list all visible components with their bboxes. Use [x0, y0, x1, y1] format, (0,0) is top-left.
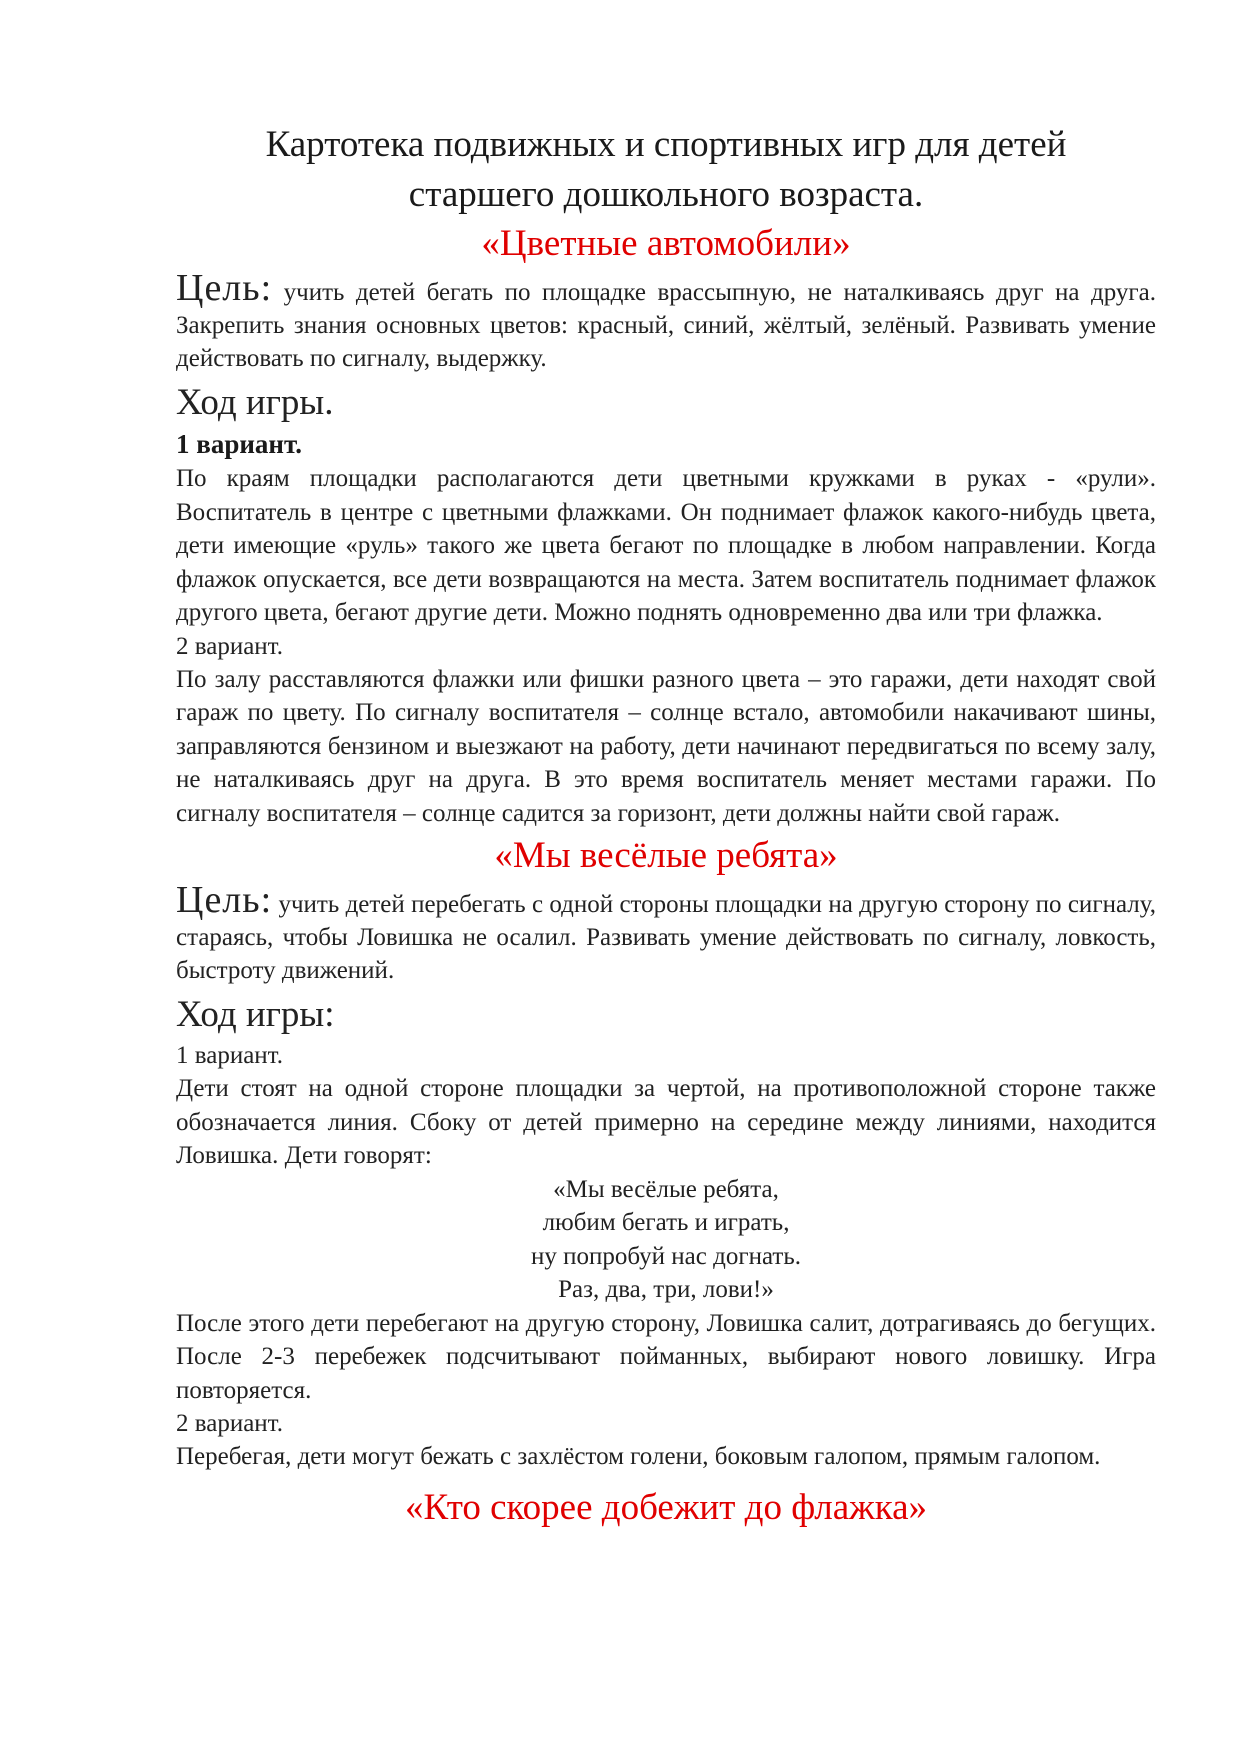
poem-line: любим бегать и играть,	[542, 1209, 790, 1236]
poem-line: Раз, два, три, лови!»	[558, 1276, 774, 1303]
poem	[176, 1173, 1156, 1307]
variant-2-label: 2 вариант.	[176, 1410, 283, 1437]
variant-1-label: 1 вариант.	[176, 1042, 283, 1069]
game-title: «Цветные автомобили»	[481, 223, 851, 264]
steps-heading: Ход игры:	[176, 994, 335, 1035]
steps-heading: Ход игры.	[176, 382, 334, 423]
variant-2-text: Перебегая, дети могут бежать с захлёстом голени, боковым галопом, прямым галопом.	[176, 1443, 1101, 1470]
variant-2-text: По залу расставляются флажки или фишки разного цвета – это гаражи, дети находят свой гараж по цвету. По сигналу воспитателя – солнце встало, автомобили накачивают шины, заправляются бензином и выезжают на работу, дети начинают передвигаться по всему залу, не наталкиваясь друг на друга. В это время воспитатель меняет местами гаражи. По сигналу воспитателя – солнце садится за горизонт, дети должны найти свой гараж.	[176, 665, 1156, 827]
variant-1-text: По краям площадки располагаются дети цветными кружками в руках - «рули». Воспитатель в центре с цветными флажками. Он поднимает флажок какого-нибудь цвета, дети имеющие «руль» такого же цвета бегают по площадке в любом направлении. Когда флажок опускается, все дети возвращаются на места. Затем воспитатель поднимает флажок другого цвета, бегают другие дети. Можно поднять одновременно два или три флажка.	[176, 465, 1156, 626]
game-goal	[176, 267, 1156, 375]
goal-label: Цель:	[176, 267, 273, 309]
goal-label: Цель:	[176, 879, 273, 921]
game-goal	[176, 879, 1156, 987]
variant-1-text: Дети стоят на одной стороне площадки за чертой, на противоположной стороне также обозначается линия. Сбоку от детей примерно на середине между линиями, находится Ловишка. Дети говорят:	[176, 1075, 1156, 1169]
goal-text: учить детей бегать по площадке врассыпную, не наталкиваясь друг на друга. Закрепить знания основных цветов: красный, синий, жёлтый, зелёный. Развивать умение действовать по сигналу, выдержку.	[176, 279, 1156, 372]
poem-line: «Мы весёлые ребята,	[553, 1175, 779, 1203]
game-title: «Кто скорее добежит до флажка»	[404, 1486, 928, 1528]
variant-2-label: 2 вариант.	[176, 632, 283, 660]
document-title-line-2: старшего дошкольного возраста.	[408, 174, 924, 215]
poem-line: ну попробуй нас догнать.	[531, 1242, 801, 1270]
game-section-colored-cars	[176, 220, 1156, 830]
game-title: «Мы весёлые ребята»	[494, 835, 838, 876]
variant-1-label: 1 вариант.	[176, 429, 302, 459]
document-page	[176, 120, 1156, 1532]
game-section-happy-kids	[176, 832, 1156, 1474]
document-title	[176, 120, 1156, 220]
goal-text: учить детей перебегать с одной стороны площадки на другую сторону по сигналу, стараясь, чтобы Ловишка не осалил. Развивать умение действовать по сигналу, ловкость, быстроту движений.	[176, 891, 1156, 984]
after-poem-text: После этого дети перебегают на другую сторону, Ловишка салит, дотрагиваясь до бегущих. После 2-3 перебежек подсчитывают пойманных, выбирают нового ловишку. Игра повторяется.	[176, 1309, 1156, 1404]
document-title-line-1: Картотека подвижных и спортивных игр для детей	[265, 124, 1067, 165]
game-section-flag-race	[176, 1484, 1156, 1532]
